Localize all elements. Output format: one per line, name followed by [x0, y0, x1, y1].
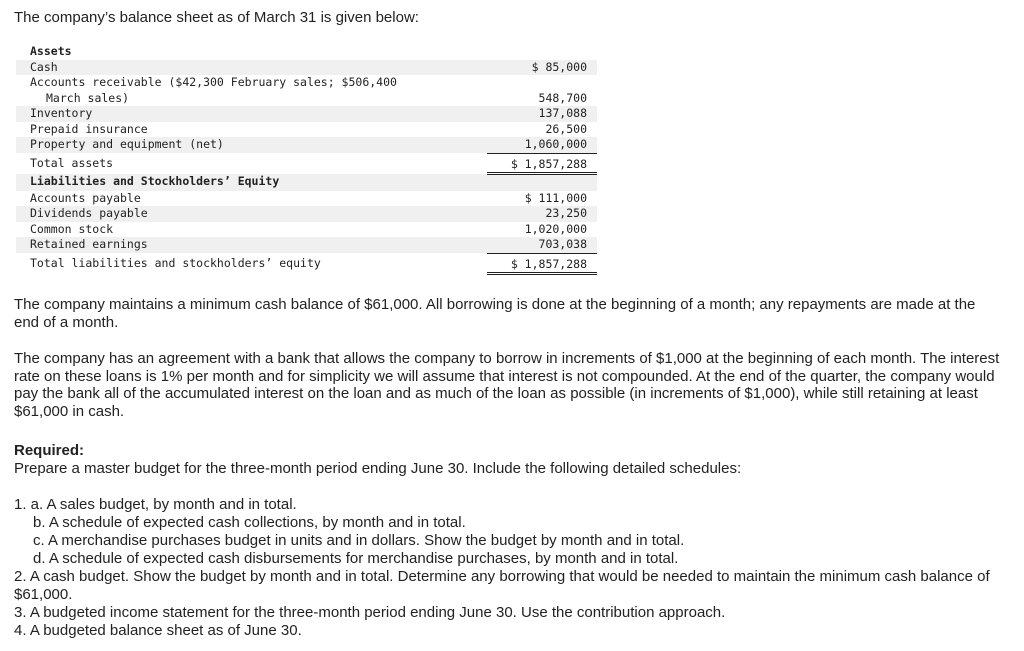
list-item-2: 2. A cash budget. Show the budget by month and in total. Determine any borrowing that would be needed to maintain the minimum cash balance of $61,000. — [14, 568, 990, 603]
row-amount: 26,500 — [545, 121, 587, 136]
row-amount: $ 85,000 — [487, 60, 597, 76]
row-label: Total assets — [30, 156, 114, 170]
row-amount: $ 111,000 — [524, 190, 587, 205]
balance-sheet-row — [16, 91, 597, 107]
balance-sheet-row — [16, 206, 597, 222]
row-amount — [487, 44, 597, 60]
intro-text: The company’s balance sheet as of March 31 is given below: — [14, 9, 419, 26]
balance-sheet-row — [16, 237, 597, 253]
row-amount: 548,700 — [538, 90, 587, 105]
row-label: Dividends payable — [16, 206, 487, 222]
paragraph-loan-terms: The company has an agreement with a bank that allows the company to borrow in increments of $1,000 at the beginning of each month. The interest rate on these loans is 1% per month and for simplicity we will assume that interest is not compounded. At the end of the quarter, the company would pay the bank all of the accumulated interest on the loan and as much of the loan as possible (in increments of $1,000), while still retaining at least $61,000 in cash. — [14, 350, 1000, 420]
list-item-3: 3. A budgeted income statement for the three-month period ending June 30. Use the contribution approach. — [14, 604, 726, 621]
required-label: Required: — [14, 442, 85, 459]
row-amount: 703,038 — [487, 237, 597, 253]
row-amount: 137,088 — [487, 106, 597, 122]
row-label: Accounts payable — [30, 190, 141, 205]
balance-sheet-row — [16, 122, 597, 138]
balance-sheet-row — [16, 191, 597, 207]
balance-sheet-row — [16, 44, 597, 60]
list-item-1d: d. A schedule of expected cash disbursements for merchandise purchases, by month and in total. — [33, 550, 679, 567]
list-item-1a: 1. a. A sales budget, by month and in total. — [14, 496, 297, 513]
row-label: Accounts receivable ($42,300 February sales; $506,400 — [30, 75, 397, 89]
row-label: Common stock — [30, 221, 114, 236]
row-label: Prepaid insurance — [30, 121, 148, 136]
row-amount — [487, 75, 597, 91]
list-item-1c: c. A merchandise purchases budget in units and in dollars. Show the budget by month and in total. — [33, 532, 685, 549]
row-amount: 1,020,000 — [524, 221, 587, 236]
balance-sheet-table — [16, 44, 597, 275]
list-item-4: 4. A budgeted balance sheet as of June 30. — [14, 622, 302, 639]
row-amount: 23,250 — [487, 206, 597, 222]
balance-sheet-row — [16, 253, 597, 274]
row-amount: 1,060,000 — [487, 137, 597, 153]
row-label: Property and equipment (net) — [16, 137, 487, 153]
required-heading — [14, 442, 1004, 460]
balance-sheet-row — [16, 106, 597, 122]
row-label: Retained earnings — [16, 237, 487, 253]
row-label: Liabilities and Stockholders’ Equity — [16, 174, 487, 191]
row-label: Inventory — [16, 106, 487, 122]
balance-sheet-row — [16, 174, 597, 191]
paragraph-min-cash: The company maintains a minimum cash balance of $61,000. All borrowing is done at the beginning of a month; any repayments are made at the end of a month. — [14, 296, 976, 331]
balance-sheet-row — [16, 137, 597, 153]
balance-sheet-row — [16, 222, 597, 238]
row-label: Cash — [16, 60, 487, 76]
balance-sheet-row — [16, 153, 597, 174]
row-label: March sales) — [46, 90, 130, 105]
balance-sheet-row — [16, 75, 597, 91]
row-amount — [487, 174, 597, 191]
balance-sheet-row — [16, 60, 597, 76]
row-label: Total liabilities and stockholders’ equity — [30, 256, 321, 270]
row-label: Assets — [30, 44, 72, 58]
row-amount: $ 1,857,288 — [487, 153, 597, 174]
row-amount: $ 1,857,288 — [487, 253, 597, 274]
required-text: Prepare a master budget for the three-month period ending June 30. Include the following detailed schedules: — [14, 460, 742, 477]
list-item-1b: b. A schedule of expected cash collections, by month and in total. — [33, 514, 466, 531]
